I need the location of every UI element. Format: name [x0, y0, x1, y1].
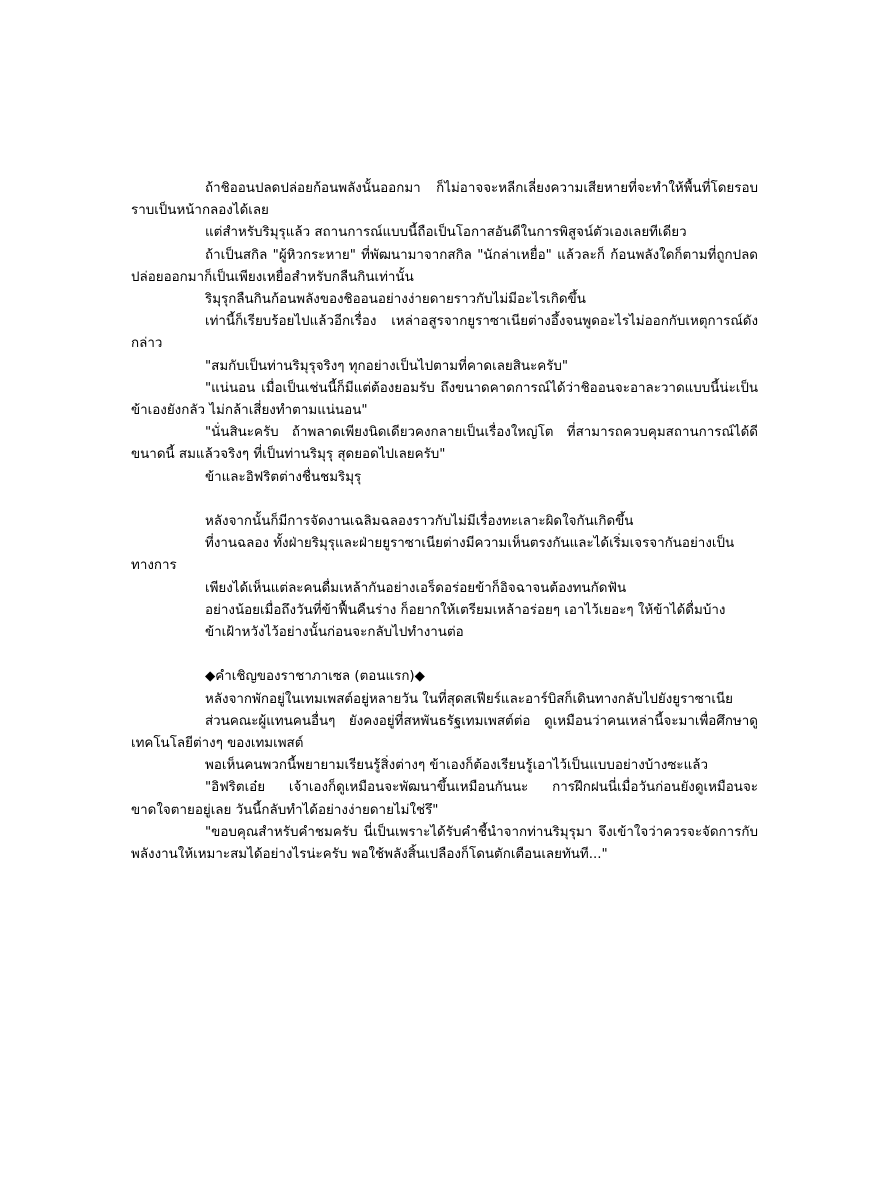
- paragraph: ที่งานฉลอง ทั้งฝ่ายริมุรุและฝ่ายยูราซาเนียต่างมีความเห็นตรงกันและได้เริ่มเจรจากันอย่างเป็น: [205, 536, 735, 552]
- paragraph: แต่สำหรับริมุรุแล้ว สถานการณ์แบบนี้ถือเป็นโอกาสอันดีในการพิสูจน์ตัวเองเลยทีเดียว: [205, 225, 687, 241]
- paragraph: ทางการ: [131, 558, 177, 574]
- paragraph: "นั่นสินะครับ ถ้าพลาดเพียงนิดเดียวคงกลายเป็นเรื่องใหญ่โต ที่สามารถควบคุมสถานการณ์ได้ดีขนาดนี้ สมแล้วจริงๆ ที่เป็นท่านริมุรุ สุดยอดไปเลยครับ": [131, 425, 758, 463]
- paragraph: ข้าและอิฟริตต่างชื่นชมริมุรุ: [205, 469, 362, 485]
- paragraph: พอเห็นคนพวกนี้พยายามเรียนรู้สิ่งต่างๆ ข้าเองก็ต้องเรียนรู้เอาไว้เป็นแบบอย่างบ้างซะแล้ว: [205, 758, 708, 774]
- paragraph: เพียงได้เห็นแต่ละคนดื่มเหล้ากันอย่างเอร็ดอร่อยข้าก็อิจฉาจนต้องทนกัดฟัน: [205, 580, 627, 596]
- paragraph: หลังจากพักอยู่ในเทมเพสต์อยู่หลายวัน ในที่สุดสเฟียร์และอาร์บิสก็เดินทางกลับไปยังยูราซาเนีย: [205, 691, 733, 707]
- paragraph: เท่านี้ก็เรียบร้อยไปแล้วอีกเรื่อง เหล่าอสูรจากยูราซาเนียต่างอึ้งจนพูดอะไรไม่ออกกับเหตุการณ์ดังกล่าว: [131, 314, 758, 352]
- blank-line: [131, 644, 758, 666]
- paragraph: หลังจากนั้นก็มีการจัดงานเฉลิมฉลองราวกับไม่มีเรื่องทะเลาะผิดใจกันเกิดขึ้น: [205, 514, 634, 530]
- paragraph: "แน่นอน เมื่อเป็นเช่นนี้ก็มีแต่ต้องยอมรับ ถึงขนาดคาดการณ์ได้ว่าชิออนจะอาละวาดแบบนี้น่ะเป็นข้าเองยังกลัว ไม่กล้าเสี่ยงทำตามแน่นอน": [131, 380, 758, 419]
- paragraph: ริมุรุกลืนกินก้อนพลังของชิออนอย่างง่ายดายราวกับไม่มีอะไรเกิดขึ้น: [205, 292, 586, 308]
- paragraph: ถ้าชิออนปลดปล่อยก้อนพลังนั้นออกมา ก็ไม่อาจจะหลีกเลี่ยงความเสียหายที่จะทำให้พื้นที่โดยรอบราบเป็นหน้ากลองได้เลย: [131, 181, 758, 219]
- paragraph: ข้าเฝ้าหวังไว้อย่างนั้นก่อนจะกลับไปทำงานต่อ: [205, 625, 464, 641]
- paragraph: "ขอบคุณสำหรับคำชมครับ นี่เป็นเพราะได้รับคำชี้นำจากท่านริมุรุมา จึงเข้าใจว่าควรจะจัดการกับพลังงานให้เหมาะสมได้อย่างไรน่ะครับ พอใช้พลังสิ้นเปลืองก็โดนตักเตือนเลยทันที...": [131, 824, 758, 863]
- paragraph: ส่วนคณะผู้แทนคนอื่นๆ ยังคงอยู่ที่สหพันธรัฐเทมเพสต์ต่อ ดูเหมือนว่าคนเหล่านี้จะมาเพื่อศึกษาดูเทคโนโลยีต่างๆ ของเทมเพสต์: [131, 713, 758, 752]
- section-heading: ◆คำเชิญของราชาภาเซล (ตอนแรก)◆: [205, 669, 425, 685]
- document-page: [131, 178, 758, 866]
- paragraph: "สมกับเป็นท่านริมุรุจริงๆ ทุกอย่างเป็นไปตามที่คาดเลยสินะครับ": [205, 358, 569, 374]
- paragraph: "อิฟริตเอ๋ย เจ้าเองก็ดูเหมือนจะพัฒนาขึ้นเหมือนกันนะ การฝึกฝนนี่เมื่อวันก่อนยังดูเหมือนจะขาดใจตายอยู่เลย วันนี้กลับทำได้อย่างง่ายดายไม่ใช่รึ": [131, 780, 758, 818]
- paragraph: ถ้าเป็นสกิล "ผู้หิวกระหาย" ที่พัฒนามาจากสกิล "นักล่าเหยื่อ" แล้วละก็ ก้อนพลังใดก็ตามที่ถูกปลดปล่อยออกมาก็เป็นเพียงเหยื่อสำหรับกลืนกินเท่านั้น: [131, 247, 758, 285]
- paragraph: อย่างน้อยเมื่อถึงวันที่ข้าฟื้นคืนร่าง ก็อยากให้เตรียมเหล้าอร่อยๆ เอาไว้เยอะๆ ให้ข้าได้ดื่มบ้าง: [205, 602, 726, 618]
- blank-line: [131, 489, 758, 511]
